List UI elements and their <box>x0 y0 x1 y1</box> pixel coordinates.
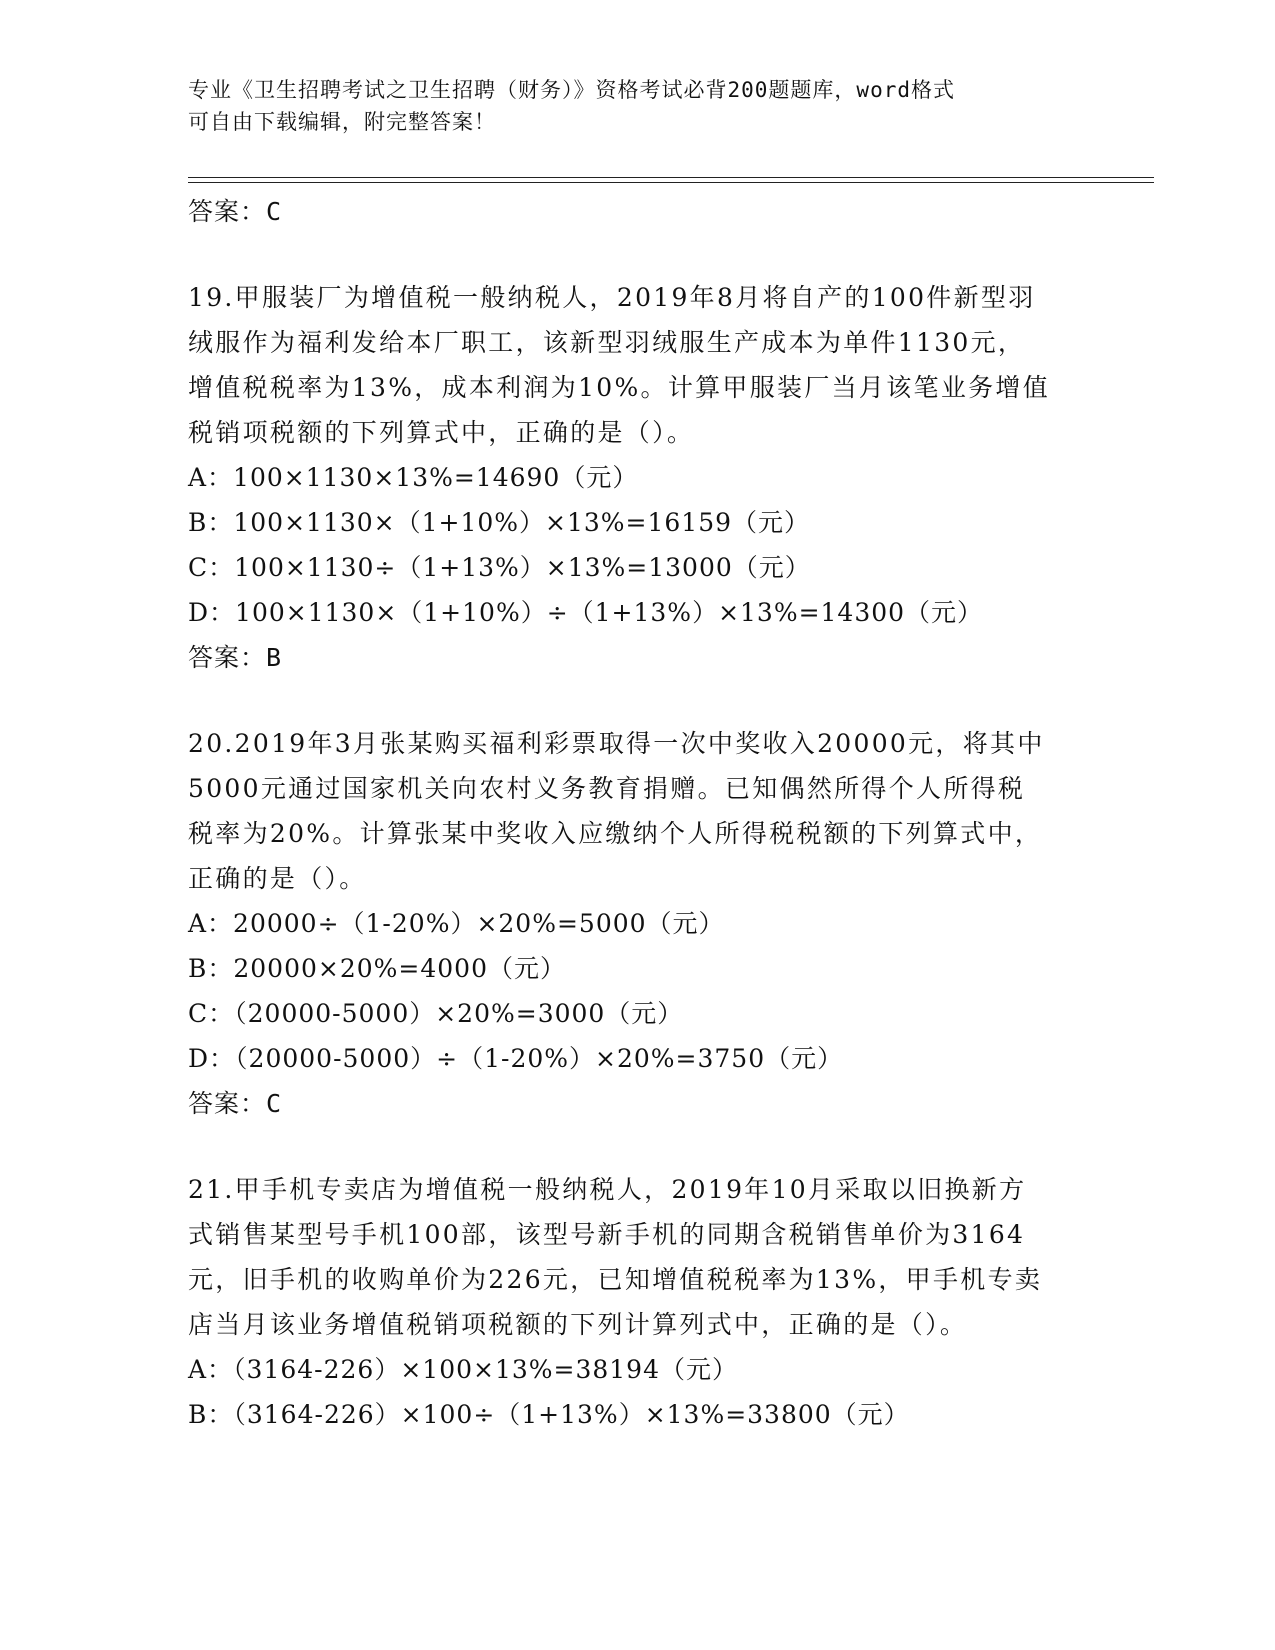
question-text-line: 20.2019年3月张某购买福利彩票取得一次中奖收入20000元，将其中 <box>188 729 1045 758</box>
header-line-2: 可自由下载编辑，附完整答案！ <box>188 110 496 134</box>
question-text-line: 正确的是（）。 <box>188 864 367 893</box>
question-21 <box>188 1167 1088 1437</box>
option-c: C：100×1130÷（1+13%）×13%=13000（元） <box>188 553 811 582</box>
option-b: B：20000×20%=4000（元） <box>188 954 566 983</box>
option-c: C：（20000-5000）×20%=3000（元） <box>188 999 684 1028</box>
option-a: A：100×1130×13%=14690（元） <box>188 463 639 492</box>
question-text-line: 式销售某型号手机100部，该型号新手机的同期含税销售单价为3164 <box>188 1220 1026 1249</box>
question-text-line: 增值税税率为13%，成本利润为10%。计算甲服装厂当月该笔业务增值 <box>188 373 1051 402</box>
document-header <box>188 74 1088 138</box>
question-text-line: 21.甲手机专卖店为增值税一般纳税人，2019年10月采取以旧换新方 <box>188 1175 1027 1204</box>
option-d: D：100×1130×（1+10%）÷（1+13%）×13%=14300（元） <box>188 598 984 627</box>
question-text-line: 元，旧手机的收购单价为226元，已知增值税税率为13%，甲手机专卖 <box>188 1265 1043 1294</box>
question-text-line: 19.甲服装厂为增值税一般纳税人，2019年8月将自产的100件新型羽 <box>188 283 1036 312</box>
header-rule-top <box>188 177 1154 178</box>
document-body <box>188 189 1088 1437</box>
option-a: A：（3164-226）×100×13%=38194（元） <box>188 1355 738 1384</box>
answer-20: 答案：C <box>188 1089 283 1118</box>
question-text-line: 店当月该业务增值税销项税额的下列计算列式中，正确的是（）。 <box>188 1310 968 1339</box>
option-d: D：（20000-5000）÷（1-20%）×20%=3750（元） <box>188 1044 844 1073</box>
question-text-line: 税率为20%。计算张某中奖收入应缴纳个人所得税税额的下列算式中， <box>188 819 1043 848</box>
answer-18: 答案：C <box>188 197 283 226</box>
question-20 <box>188 721 1088 1127</box>
header-rule-bottom <box>188 182 1154 183</box>
question-text-line: 5000元通过国家机关向农村义务教育捐赠。已知偶然所得个人所得税 <box>188 774 1026 803</box>
answer-19: 答案：B <box>188 643 283 672</box>
question-text-line: 税销项税额的下列算式中，正确的是（）。 <box>188 418 695 447</box>
option-a: A：20000÷（1-20%）×20%=5000（元） <box>188 909 725 938</box>
question-19 <box>188 275 1088 681</box>
header-line-1: 专业《卫生招聘考试之卫生招聘（财务）》资格考试必背200题题库，word格式 <box>188 78 955 102</box>
option-b: B：（3164-226）×100÷（1+13%）×13%=33800（元） <box>188 1400 910 1429</box>
option-b: B：100×1130×（1+10%）×13%=16159（元） <box>188 508 811 537</box>
question-text-line: 绒服作为福利发给本厂职工，该新型羽绒服生产成本为单件1130元， <box>188 328 1026 357</box>
